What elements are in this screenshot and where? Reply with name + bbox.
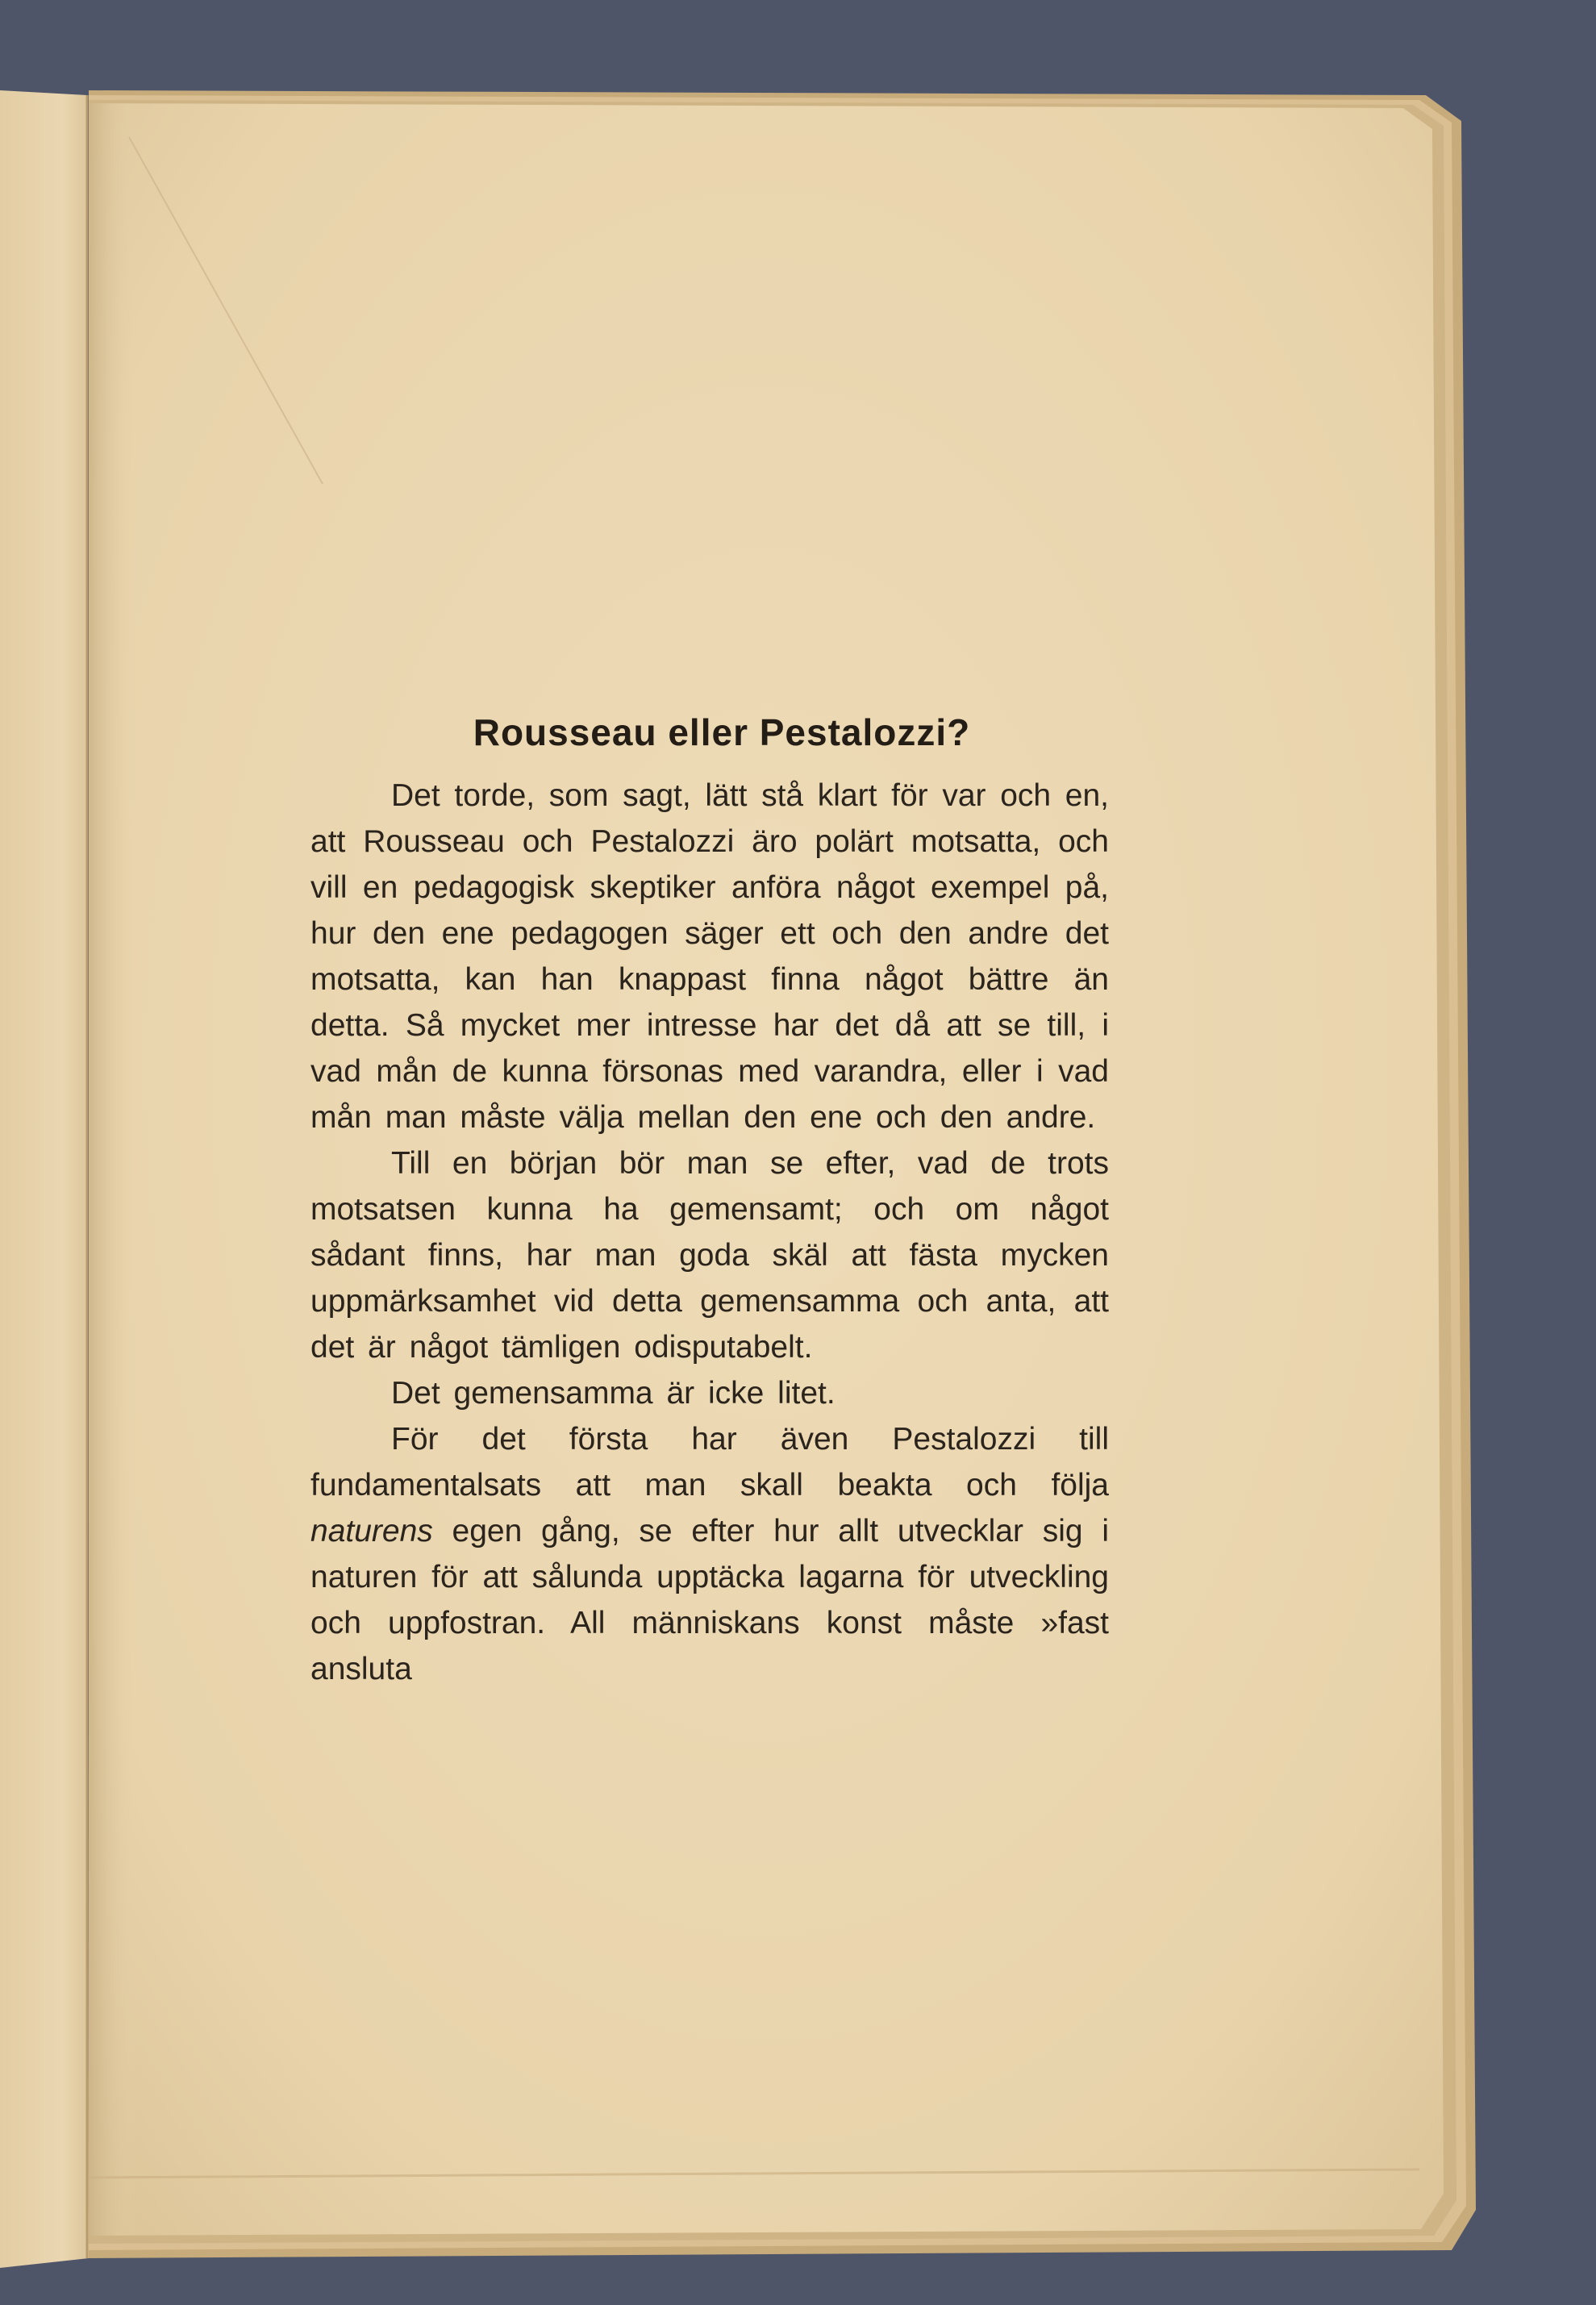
gutter-shadow [89, 103, 137, 2236]
paragraph-4-text-after: egen gång, se efter hur allt utvecklar sig i naturen för att sålunda upptäcka lagarna för utveckling och uppfostran. All människans konst måste »fast ansluta [310, 1514, 1109, 1686]
paragraph-2 [310, 1140, 1109, 1370]
paragraph-1 [310, 773, 1109, 1140]
left-page [0, 90, 89, 2268]
paragraph-4-text-before: För det första har även Pestalozzi till fundamentalsats att man skall beakta och följa [310, 1422, 1109, 1503]
paragraph-3 [310, 1370, 1109, 1416]
paragraph-4-emphasis: naturens [310, 1514, 433, 1548]
paragraph-4 [310, 1416, 1109, 1692]
chapter-title: Rousseau eller Pestalozzi? [473, 711, 971, 753]
paragraph-2-text: Till en början bör man se efter, vad de trots motsatsen kunna ha gemensamt; och om något sådant finns, har man goda skäl att fästa mycken uppmärksamhet vid detta gemensamma och anta, att det är något tämligen odisputabelt. [310, 1146, 1109, 1365]
paragraph-1-text: Det torde, som sagt, lätt stå klart för var och en, att Rousseau och Pestalozzi äro polärt motsatta, och vill en pedagogisk skeptiker anföra något exempel på, hur den ene pedagogen säger ett och den andre det motsatta, kan han knappast finna något bättre än detta. Så mycket mer intresse har det då att se till, i vad mån de kunna försonas med varandra, eller i vad mån man måste välja mellan den ene och den andre. [310, 778, 1109, 1135]
paragraph-3-text: Det gemensamma är icke litet. [391, 1376, 836, 1411]
page-text-block [310, 710, 1109, 1692]
